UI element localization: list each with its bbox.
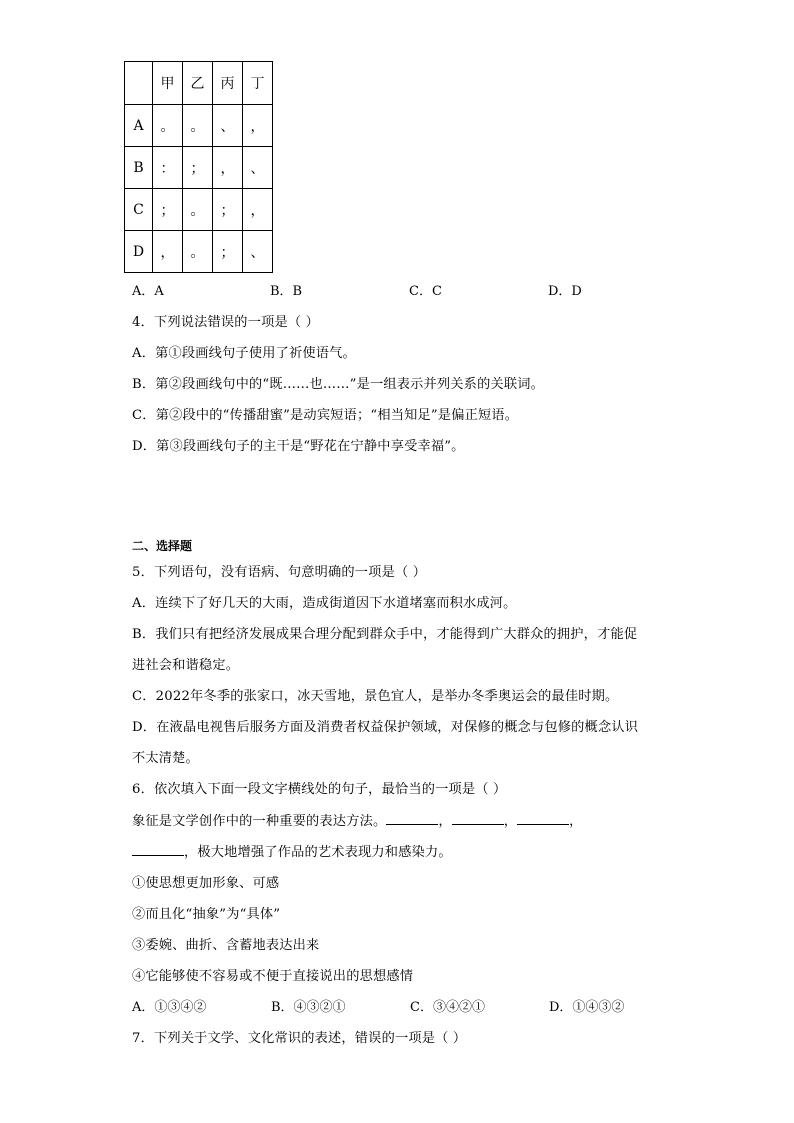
table-row: [125, 189, 273, 231]
q4-stem: 4．下列说法错误的一项是（ ）: [132, 315, 320, 330]
table-cell: ；: [153, 189, 183, 231]
q3-option-a: A．A: [132, 284, 164, 299]
q5-stem: 5．下列语句，没有语病、句意明确的一项是（ ）: [132, 565, 427, 580]
q6-item-1: ①使思想更加形象、可感: [132, 876, 280, 891]
table-cell: 。: [183, 105, 213, 147]
q6-option-c: C．③④②①: [410, 1000, 485, 1015]
table-cell: 。: [183, 189, 213, 231]
q6-options: [132, 996, 624, 1015]
table-header-cell: 甲: [153, 62, 183, 105]
q6-passage-text: 象征是文学创作中的一种重要的表达方法。: [132, 814, 387, 829]
q5-option-d-line2: 不太清楚。: [132, 751, 199, 766]
table-cell: ；: [183, 147, 213, 189]
q3-option-c: C．C: [409, 284, 442, 299]
table-cell: C: [125, 189, 153, 231]
q6-passage-line1: [132, 810, 583, 829]
q6-option-a: A．①③④②: [132, 1000, 207, 1015]
table-cell: ，: [243, 189, 273, 231]
table-cell: 。: [153, 105, 183, 147]
q4-option-a: A．第①段画线句子使用了祈使语气。: [132, 346, 356, 361]
blank-3: [517, 812, 569, 825]
q7-stem: 7．下列关于文学、文化常识的表述，错误的一项是（ ）: [132, 1031, 467, 1046]
table-cell: 、: [213, 105, 243, 147]
q6-item-4: ④它能够使不容易或不便于直接说出的思想感情: [132, 969, 414, 984]
table-cell: 。: [183, 231, 213, 273]
table-cell: ：: [153, 147, 183, 189]
q5-option-b-line1: B．我们只有把经济发展成果合理分配到群众手中，才能得到广大群众的拥护，才能促: [132, 627, 638, 642]
q6-option-b: B．④③②①: [271, 1000, 346, 1015]
table-cell: ；: [213, 231, 243, 273]
table-cell: 、: [243, 231, 273, 273]
table-cell: ，: [213, 147, 243, 189]
comma: ，: [569, 814, 583, 829]
q5-option-b-line2: 进社会和谐稳定。: [132, 658, 240, 673]
table-row: [125, 231, 273, 273]
q3-option-b: B．B: [270, 284, 303, 299]
q6-passage-line2: [132, 841, 452, 860]
q5-option-c: C．2022年冬季的张家口，冰天雪地，景色宜人，是举办冬季奥运会的最佳时期。: [132, 689, 619, 704]
q6-passage-text: ，极大地增强了作品的艺术表现力和感染力。: [184, 845, 452, 860]
q4-option-c: C．第②段中的“传播甜蜜”是动宾短语；“相当知足”是偏正短语。: [132, 408, 519, 423]
q5-option-d-line1: D．在液晶电视售后服务方面及消费者权益保护领域，对保修的概念与包修的概念认识: [132, 720, 639, 735]
q4-option-d: D．第③段画线句子的主干是“野花在宁静中享受幸福”。: [132, 439, 465, 454]
table-row: [125, 147, 273, 189]
table-header-cell: 丙: [213, 62, 243, 105]
punctuation-table: [124, 61, 273, 273]
q6-item-2: ②而且化“抽象”为“具体”: [132, 907, 281, 922]
comma: ，: [503, 814, 518, 829]
table-header-cell: 乙: [183, 62, 213, 105]
table-row: [125, 105, 273, 147]
table-cell: ，: [243, 105, 273, 147]
table-header-cell: 丁: [243, 62, 273, 105]
blank-1: [386, 812, 438, 825]
comma: ，: [438, 814, 452, 829]
table-cell: ，: [153, 231, 183, 273]
blank-4: [132, 843, 184, 856]
table-cell: ；: [213, 189, 243, 231]
q6-option-d: D．①④③②: [549, 1000, 625, 1015]
table-cell: 、: [243, 147, 273, 189]
table-header-row: [125, 62, 273, 105]
table-cell: B: [125, 147, 153, 189]
q3-options: [132, 280, 582, 299]
q4-option-b: B．第②段画线句中的“既……也……”是一组表示并列关系的关联词。: [132, 377, 545, 392]
section-title: 二、选择题: [132, 539, 193, 553]
q6-stem: 6．依次填入下面一段文字横线处的句子，最恰当的一项是（ ）: [132, 782, 507, 797]
q3-option-d: D．D: [548, 284, 582, 299]
q5-option-a: A．连续下了好几天的大雨，造成街道因下水道堵塞而积水成河。: [132, 596, 517, 611]
table-header-cell: [125, 62, 153, 105]
table-cell: A: [125, 105, 153, 147]
blank-2: [452, 812, 504, 825]
q6-item-3: ③委婉、曲折、含蓄地表达出来: [132, 938, 320, 953]
table-cell: D: [125, 231, 153, 273]
